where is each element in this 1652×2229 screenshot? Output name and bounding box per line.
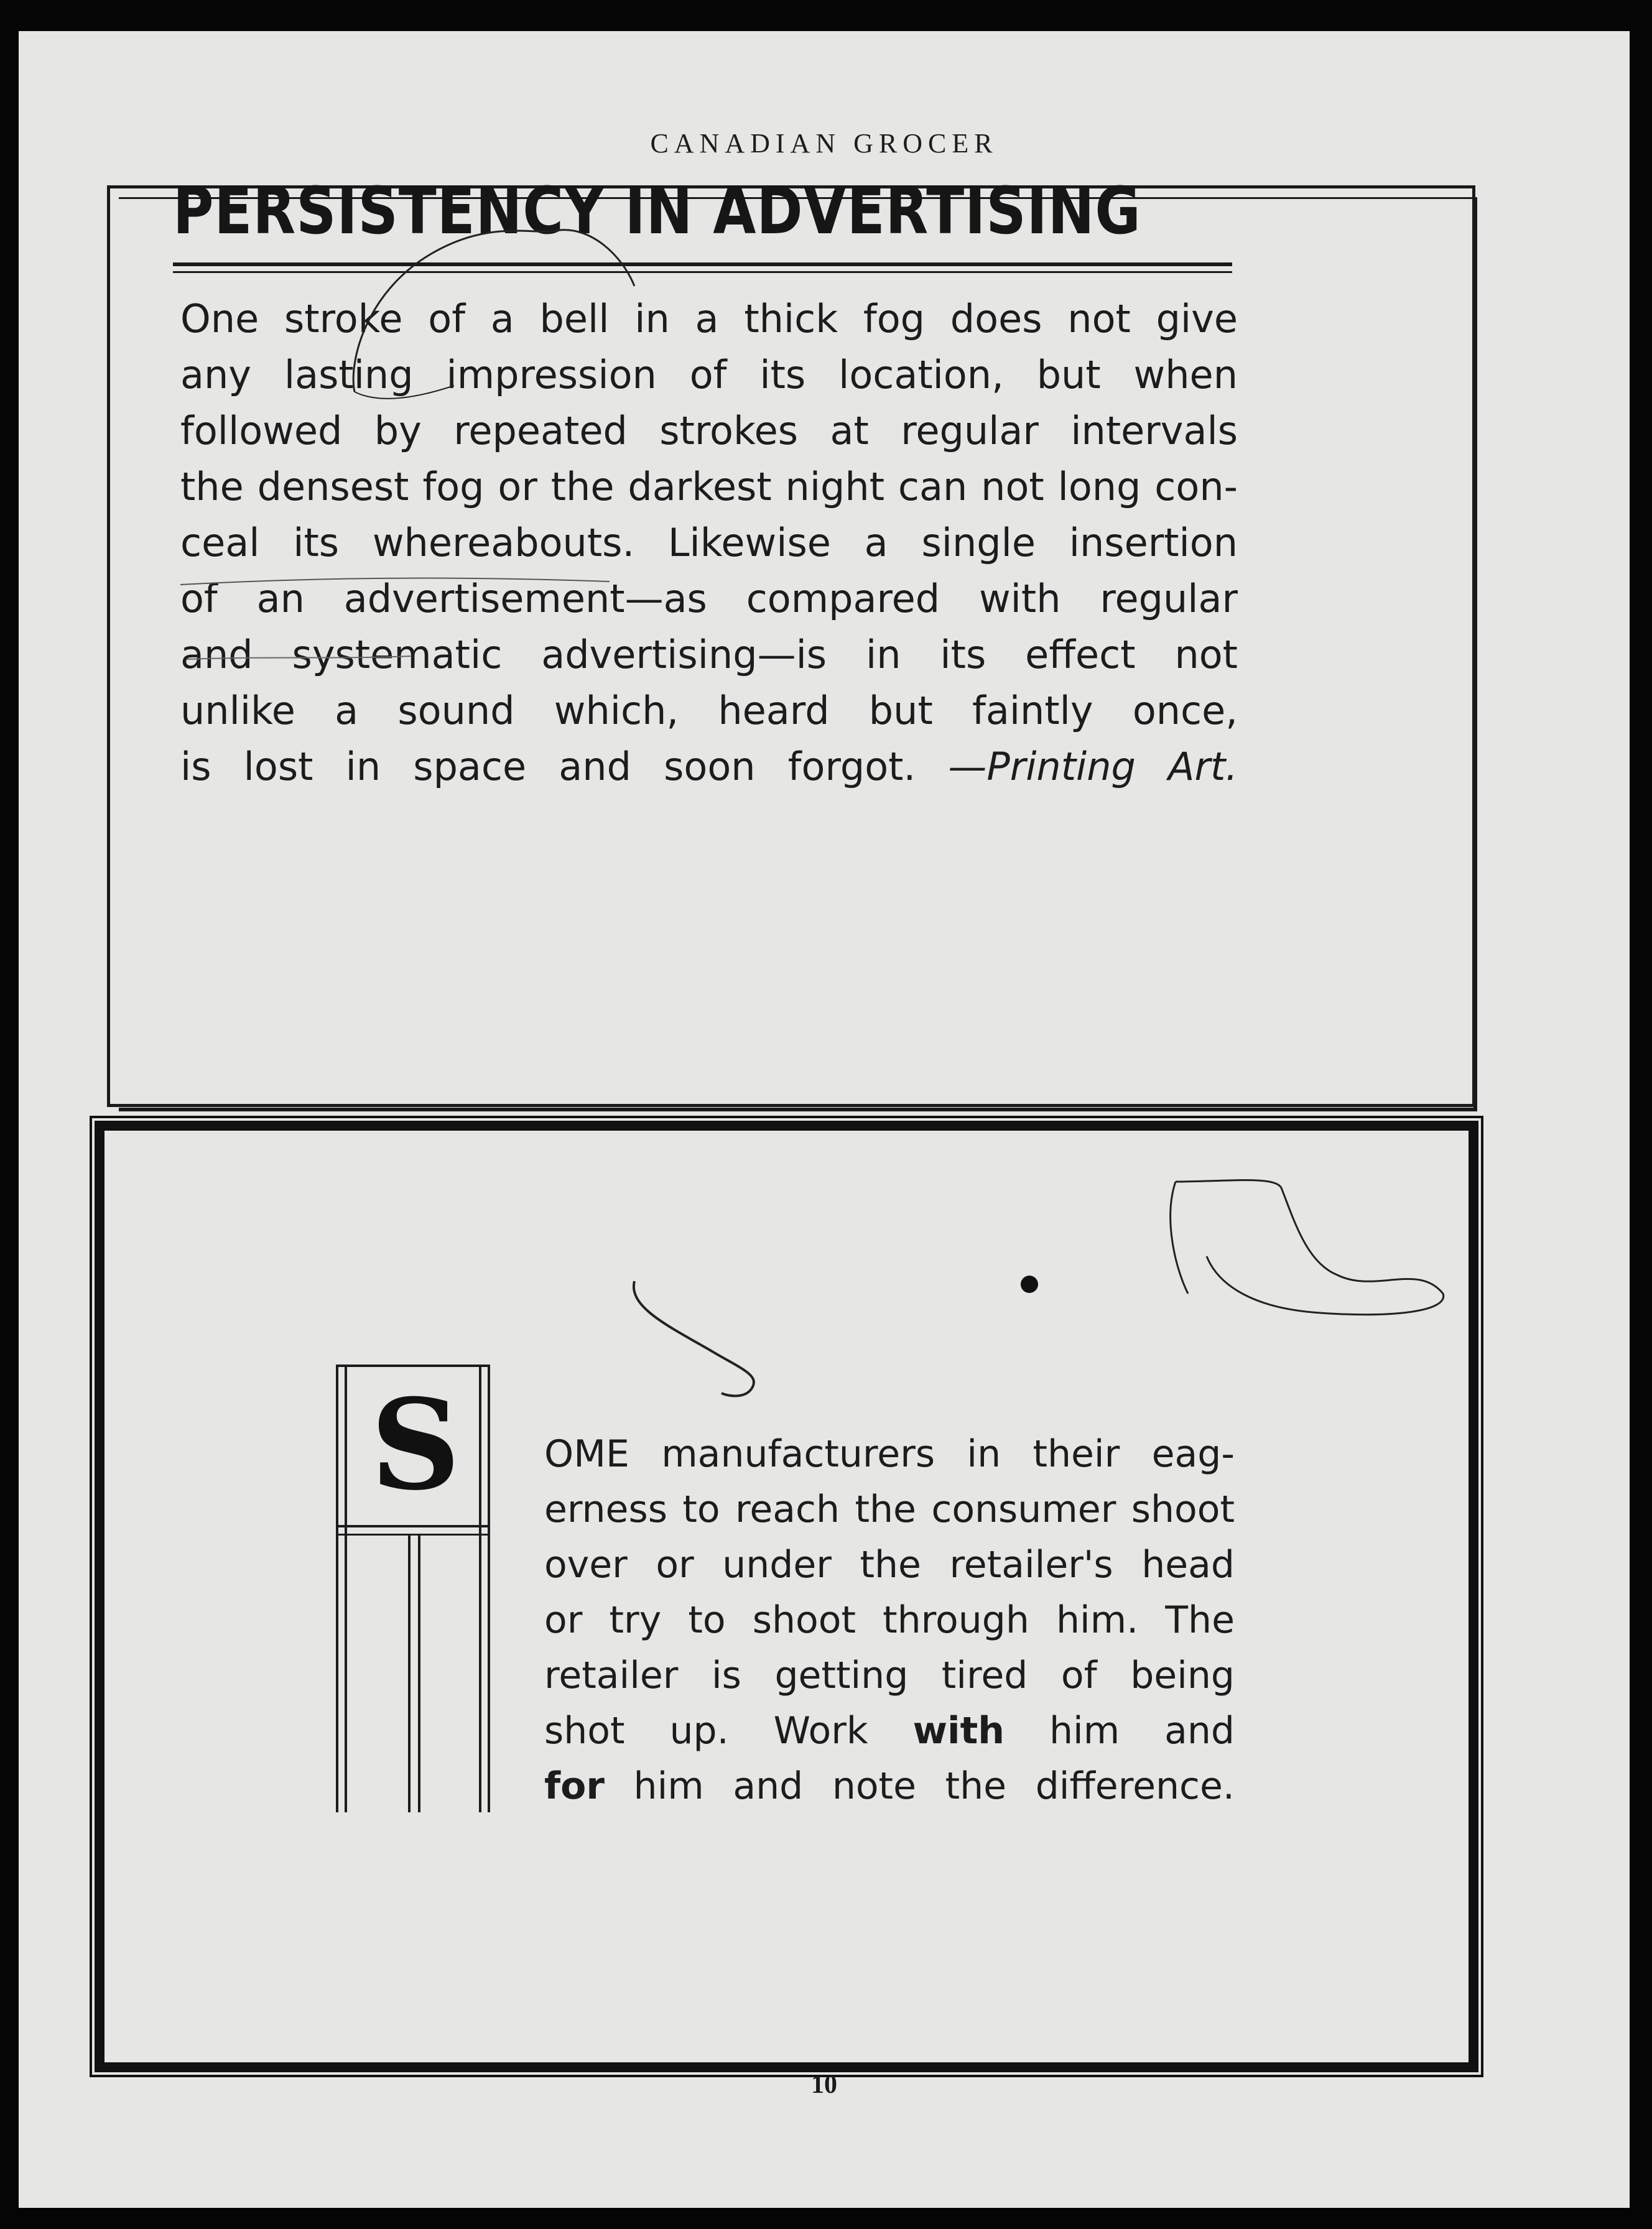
body-line: ceal its whereabouts. Likewise a single insertion [180, 520, 1238, 565]
drop-cap-frame [336, 1365, 490, 1812]
body-line [544, 1703, 1235, 1759]
document-page [19, 31, 1630, 2208]
body-line: unlike a sound which, heard but faintly once, [180, 688, 1238, 733]
drop-cap-letter: S [370, 1372, 461, 1518]
scan-speck [1011, 1266, 1048, 1303]
body-line: One stroke of a bell in a thick fog does not give [180, 296, 1238, 341]
body-line: OME manufacturers in their eag- [544, 1432, 1235, 1476]
body-line: erness to reach the consumer shoot [544, 1488, 1235, 1531]
body-line [544, 1759, 1235, 1814]
body-line: followed by repeated strokes at regular intervals [180, 408, 1238, 453]
emphasis-with: with [912, 1709, 1005, 1753]
advert-body-text-2 [544, 1427, 1235, 1814]
advert-headline: PERSISTENCY IN ADVERTISING [173, 173, 1141, 249]
body-line: the densest fog or the darkest night can not long con- [180, 464, 1238, 509]
scan-hair-mark [330, 218, 765, 417]
body-line-last [180, 739, 1238, 795]
emphasis-for: for [544, 1764, 605, 1808]
body-line: or try to shoot through him. The [544, 1598, 1235, 1642]
scan-hair-mark [1151, 1169, 1474, 1331]
body-text: shot up. Work [544, 1709, 913, 1753]
body-line: any lasting impression of its location, but when [180, 352, 1238, 397]
running-head: CANADIAN GROCER [650, 128, 998, 159]
source-attribution: —Printing Art. [948, 744, 1238, 789]
body-line: retailer is getting tired of being [544, 1654, 1235, 1697]
page-number: 10 [811, 2070, 837, 2099]
body-line: over or under the retailer's head [544, 1543, 1235, 1587]
body-text: him and note the difference. [604, 1764, 1235, 1808]
scan-hair-mark [616, 1269, 790, 1406]
body-text: him and [1005, 1709, 1235, 1753]
body-line-text: is lost in space and soon forgot. [180, 744, 916, 789]
body-line: of an advertisement—as compared with regular [180, 576, 1238, 621]
body-line: and systematic advertising—is in its effect not [180, 632, 1238, 677]
scan-hair-mark [174, 566, 622, 690]
